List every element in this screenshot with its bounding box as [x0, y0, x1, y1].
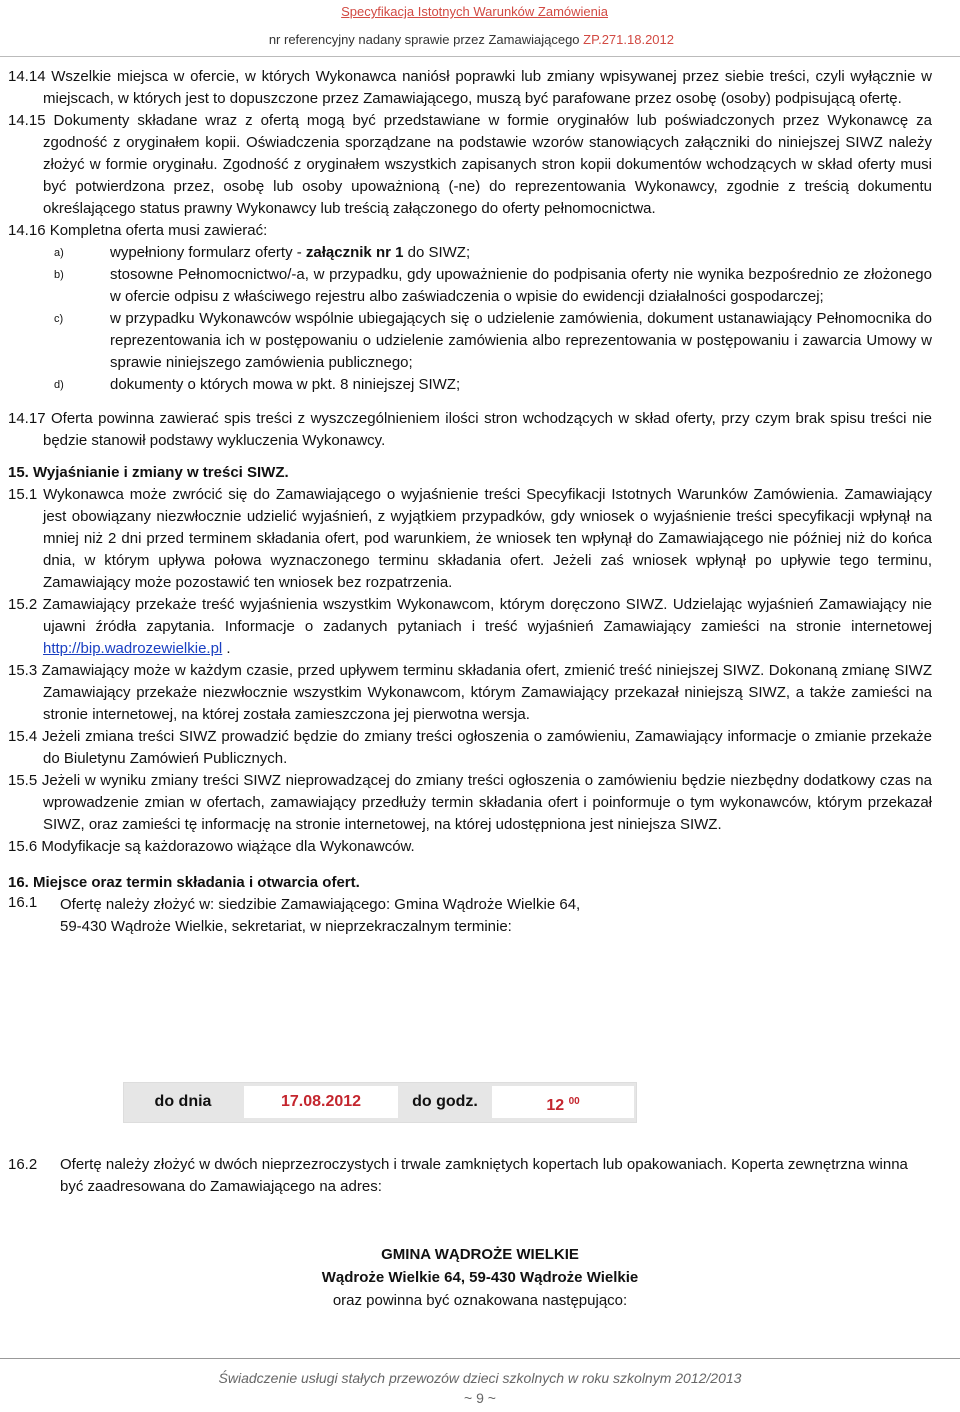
- list-item-label: a): [54, 247, 64, 259]
- list-item: [54, 264, 932, 308]
- paragraph-16-2-text: Ofertę należy złożyć w dwóch nieprzezroczystych i trwale zamkniętych kopertach lub opakowaniach. Koperta zewnętrzna winna być zaadresowana do Zamawiającego na adres:: [60, 1156, 908, 1195]
- reference-number-header: [269, 32, 674, 47]
- document-body: [8, 64, 932, 938]
- paragraph-16-2-number: 16.2: [8, 1156, 38, 1173]
- list-item: [54, 308, 932, 374]
- document-title-header: Specyfikacja Istotnych Warunków Zamówienia: [341, 4, 608, 19]
- list-item: [54, 242, 932, 264]
- paragraph-15-2: [8, 594, 932, 660]
- section-16-heading: [8, 872, 932, 894]
- footer-divider: [0, 1358, 960, 1359]
- deadline-table: [123, 1082, 637, 1123]
- list-item-label: d): [54, 379, 64, 391]
- paragraph-15-4: 15.4 Jeżeli zmiana treści SIWZ prowadzić będzie do zmiany treści ogłoszenia o zamówieniu, Zamawiający informacje o zmianie przekaże do Biuletynu Zamówień Publicznych.: [8, 728, 932, 767]
- deadline-date-label: do dnia: [154, 1093, 212, 1110]
- deadline-minutes: 00: [568, 1096, 580, 1107]
- page-number: ~ 9 ~: [464, 1390, 496, 1406]
- deadline-date: 17.08.2012: [244, 1086, 398, 1118]
- deadline-hour: 12: [546, 1097, 565, 1114]
- footer-text: Świadczenie usługi stałych przewozów dzieci szkolnych w roku szkolnym 2012/2013: [218, 1370, 742, 1386]
- paragraph-15-3: 15.3 Zamawiający może w każdym czasie, przed upływem terminu składania ofert, zmienić treść niniejszej SIWZ. Dokonaną zmianę SIWZ Zamawiający przekaże niezwłocznie wszystkim Wykonawcom, którym Zamawiający przekazał niniejszą SIWZ, a także zamieści na stronie internetowej, na której została zamieszczona jej pierwotna wersja.: [8, 662, 932, 723]
- paragraph-16-1-line2: 59-430 Wądroże Wielkie, sekretariat, w nieprzekraczalnym terminie:: [60, 918, 512, 935]
- address-line-1: GMINA WĄDROŻE WIELKIE: [381, 1246, 579, 1263]
- section-16-heading-text: 16. Miejsce oraz termin składania i otwarcia ofert.: [8, 874, 360, 891]
- list-item-text: wypełniony formularz oferty -: [110, 244, 306, 261]
- paragraph-14-17: 14.17 Oferta powinna zawierać spis treści z wyszczególnieniem ilości stron wchodzących w skład oferty, przy czym brak spisu treści nie będzie stanowił podstawy wykluczenia Wykonawcy.: [8, 410, 932, 449]
- paragraph-16-2: [8, 1154, 932, 1198]
- bip-website-link[interactable]: http://bip.wadrozewielkie.pl: [43, 640, 223, 657]
- paragraph-16-1-line1: Ofertę należy złożyć w: siedzibie Zamawiającego: Gmina Wądroże Wielkie 64,: [60, 896, 581, 913]
- list-item-bold: załącznik nr 1: [305, 244, 404, 261]
- reference-number: ZP.271.18.2012: [583, 32, 674, 47]
- paragraph-14-15: 14.15 Dokumenty składane wraz z ofertą mogą być przedstawiane w formie oryginałów lub poświadczonych przez Wykonawcę za zgodność z oryginałem kopii. Oświadczenia sporządzane na podstawie wzorów stanowiących załączniki do niniejszej SIWZ należy złożyć w formie oryginału. Zgodność z oryginałem wszystkich zapisanych stron kopii dokumentów wchodzących w skład oferty musi być potwierdzona przez, osobę lub osoby upoważnioną (-ne) do reprezentowania Wykonawcy, zgodnie z treścią dokumentu określającego status prawny Wykonawcy lub treścią załączonego do oferty pełnomocnictwa.: [8, 112, 932, 217]
- paragraph-15-1: 15.1 Wykonawca może zwrócić się do Zamawiającego o wyjaśnienie treści Specyfikacji Istotnych Warunków Zamówienia. Zamawiający jest obowiązany niezwłocznie udzielić wyjaśnień, z wyjątkiem przypadków, gdy wniosek o wyjaśnienie treści specyfikacji wpłynął na mniej niż 2 dni przed terminem składania ofert, pod warunkiem, że wniosek ten wpłynął do Zamawiającego nie później niż do końca dnia, w którym upływa połowa wyznaczonego terminu składania ofert. Jeżeli zaś wniosek wpłynął po upływie tego terminu, Zamawiający może pozostawić ten wniosek bez rozpatrzenia.: [8, 486, 932, 591]
- deadline-time-label: do godz.: [412, 1093, 478, 1110]
- list-item-text: w przypadku Wykonawców wspólnie ubiegających się o udzielenie zamówienia, dokument ustanawiający Pełnomocnika do reprezentowania ich w postępowaniu o udzielenie zamówienia albo reprezentowania w postępowaniu i zawarcia Umowy w sprawie niniejszego zamówienia publicznego;: [110, 310, 932, 371]
- paragraph-16-1: [8, 894, 932, 938]
- paragraph-14-14: 14.14 Wszelkie miejsca w ofercie, w których Wykonawca naniósł poprawki lub zmiany wpisywanej przez siebie treści, czyli wyłącznie w miejscach, w których jest to dopuszczone przez Zamawiającego, muszą być parafowane przez osobę (osoby) podpisującą ofertę.: [8, 68, 932, 107]
- list-item-text: dokumenty o których mowa w pkt. 8 niniejszej SIWZ;: [110, 376, 461, 393]
- address-line-3: oraz powinna być oznakowana następująco:: [332, 1292, 628, 1309]
- header-divider: [0, 56, 960, 57]
- address-line-2: Wądroże Wielkie 64, 59-430 Wądroże Wielkie: [321, 1269, 639, 1286]
- section-15-heading: [8, 462, 932, 484]
- list-item-label: c): [54, 313, 64, 325]
- paragraph-15-5: 15.5 Jeżeli w wyniku zmiany treści SIWZ nieprowadzącej do zmiany treści ogłoszenia o zamówieniu będzie niezbędny dodatkowy czas na wprowadzenie zmian w ofertach, zamawiający przedłuży termin składania ofert i poinformuje o tym wykonawców, którym przekazał SIWZ, oraz zamieści tę informację na stronie internetowej, na której udostępniona jest niniejsza SIWZ.: [8, 772, 932, 833]
- paragraph-15-2-end: .: [222, 640, 231, 657]
- paragraph-15-6: 15.6 Modyfikacje są każdorazowo wiążące dla Wykonawców.: [8, 838, 415, 855]
- section-15-heading-text: 15. Wyjaśnianie i zmiany w treści SIWZ.: [8, 464, 289, 481]
- list-item-text: stosowne Pełnomocnictwo/-a, w przypadku, gdy upoważnienie do podpisania oferty nie wynika bezpośrednio ze złożonego w ofercie odpisu z właściwego rejestru albo zaświadczenia o wpisie do ewidencji działalności gospodarczej;: [110, 266, 932, 305]
- deadline-time: [492, 1086, 634, 1118]
- required-documents-list: [54, 242, 932, 396]
- list-item-text-end: do SIWZ;: [403, 244, 471, 261]
- list-item: [54, 374, 932, 396]
- delivery-address: [0, 1243, 960, 1312]
- paragraph-15-2-text: 15.2 Zamawiający przekaże treść wyjaśnienia wszystkim Wykonawcom, którym doręczono SIWZ. Udzielając wyjaśnień Zamawiający nie ujawni źródła zapytania. Informacje o zadanych pytaniach i treść wyjaśnień Zamawiający zamieści na stronie internetowej: [8, 596, 932, 635]
- list-item-label: b): [54, 269, 64, 281]
- reference-prefix: nr referencyjny nadany sprawie przez Zamawiającego: [268, 32, 584, 47]
- paragraph-16-1-number: 16.1: [8, 894, 38, 911]
- paragraph-14-16: 14.16 Kompletna oferta musi zawierać:: [8, 222, 268, 239]
